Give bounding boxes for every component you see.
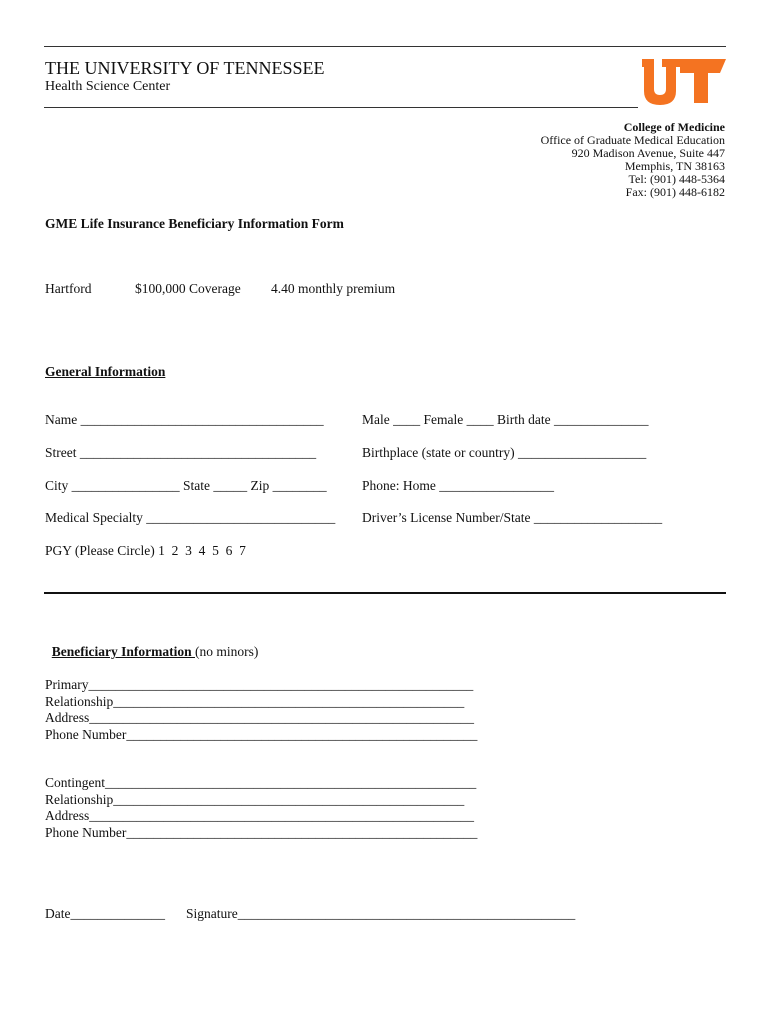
beneficiary-heading: Beneficiary Information	[51, 644, 195, 659]
office-address	[541, 121, 725, 199]
primary-field[interactable]: Primary_________________________________________________________	[45, 677, 474, 692]
contingent-phone-field[interactable]: Phone Number____________________________________________________	[45, 824, 478, 840]
pgy-field[interactable]: PGY (Please Circle) 1 2 3 4 5 6 7	[45, 543, 246, 558]
beneficiary-heading-row	[45, 628, 258, 660]
top-rule	[44, 46, 726, 47]
primary-beneficiary-block	[45, 677, 477, 743]
office-name: Office of Graduate Medical Education	[540, 133, 725, 147]
medical-specialty-field[interactable]: Medical Specialty ____________________________	[45, 510, 336, 525]
college-name: College of Medicine	[623, 120, 725, 134]
street-address: 920 Madison Avenue, Suite 447	[571, 146, 725, 160]
telephone: Tel: (901) 448-5364	[628, 172, 725, 186]
primary-relationship-field[interactable]: Relationship____________________________________________________	[45, 693, 465, 709]
form-title: GME Life Insurance Beneficiary Information Form	[45, 216, 344, 231]
header-underline	[44, 107, 638, 108]
plan-coverage: $100,000 Coverage	[135, 281, 241, 296]
city-address: Memphis, TN 38163	[624, 159, 725, 173]
plan-carrier: Hartford	[45, 281, 92, 296]
date-field[interactable]: Date______________	[45, 906, 165, 921]
drivers-license-field[interactable]: Driver’s License Number/State ___________________	[362, 510, 663, 525]
gender-birthdate-field[interactable]: Male ____ Female ____ Birth date ______________	[362, 412, 649, 427]
fax: Fax: (901) 448-6182	[625, 185, 725, 199]
contingent-relationship-field[interactable]: Relationship____________________________________________________	[45, 791, 465, 807]
section-divider	[44, 592, 726, 594]
contingent-address-field[interactable]: Address_________________________________________________________	[45, 808, 474, 823]
beneficiary-note: (no minors)	[194, 644, 259, 659]
university-name: THE UNIVERSITY OF TENNESSEE	[45, 58, 325, 78]
city-state-zip-field[interactable]: City ________________ State _____ Zip ________	[45, 478, 327, 493]
contingent-beneficiary-block	[45, 775, 477, 841]
street-field[interactable]: Street ___________________________________	[45, 445, 317, 460]
general-info-heading: General Information	[45, 364, 166, 379]
primary-phone-field[interactable]: Phone Number____________________________________________________	[45, 726, 478, 742]
primary-address-field[interactable]: Address_________________________________________________________	[45, 710, 474, 725]
health-science-center: Health Science Center	[45, 79, 171, 94]
ut-logo	[640, 57, 728, 107]
name-field[interactable]: Name ____________________________________	[45, 412, 324, 427]
home-phone-field[interactable]: Phone: Home _________________	[362, 478, 554, 493]
contingent-field[interactable]: Contingent_______________________________________________________	[45, 775, 477, 790]
plan-premium: 4.40 monthly premium	[271, 281, 396, 296]
birthplace-field[interactable]: Birthplace (state or country) ___________________	[362, 445, 647, 460]
signature-field[interactable]: Signature__________________________________________________	[186, 906, 576, 921]
